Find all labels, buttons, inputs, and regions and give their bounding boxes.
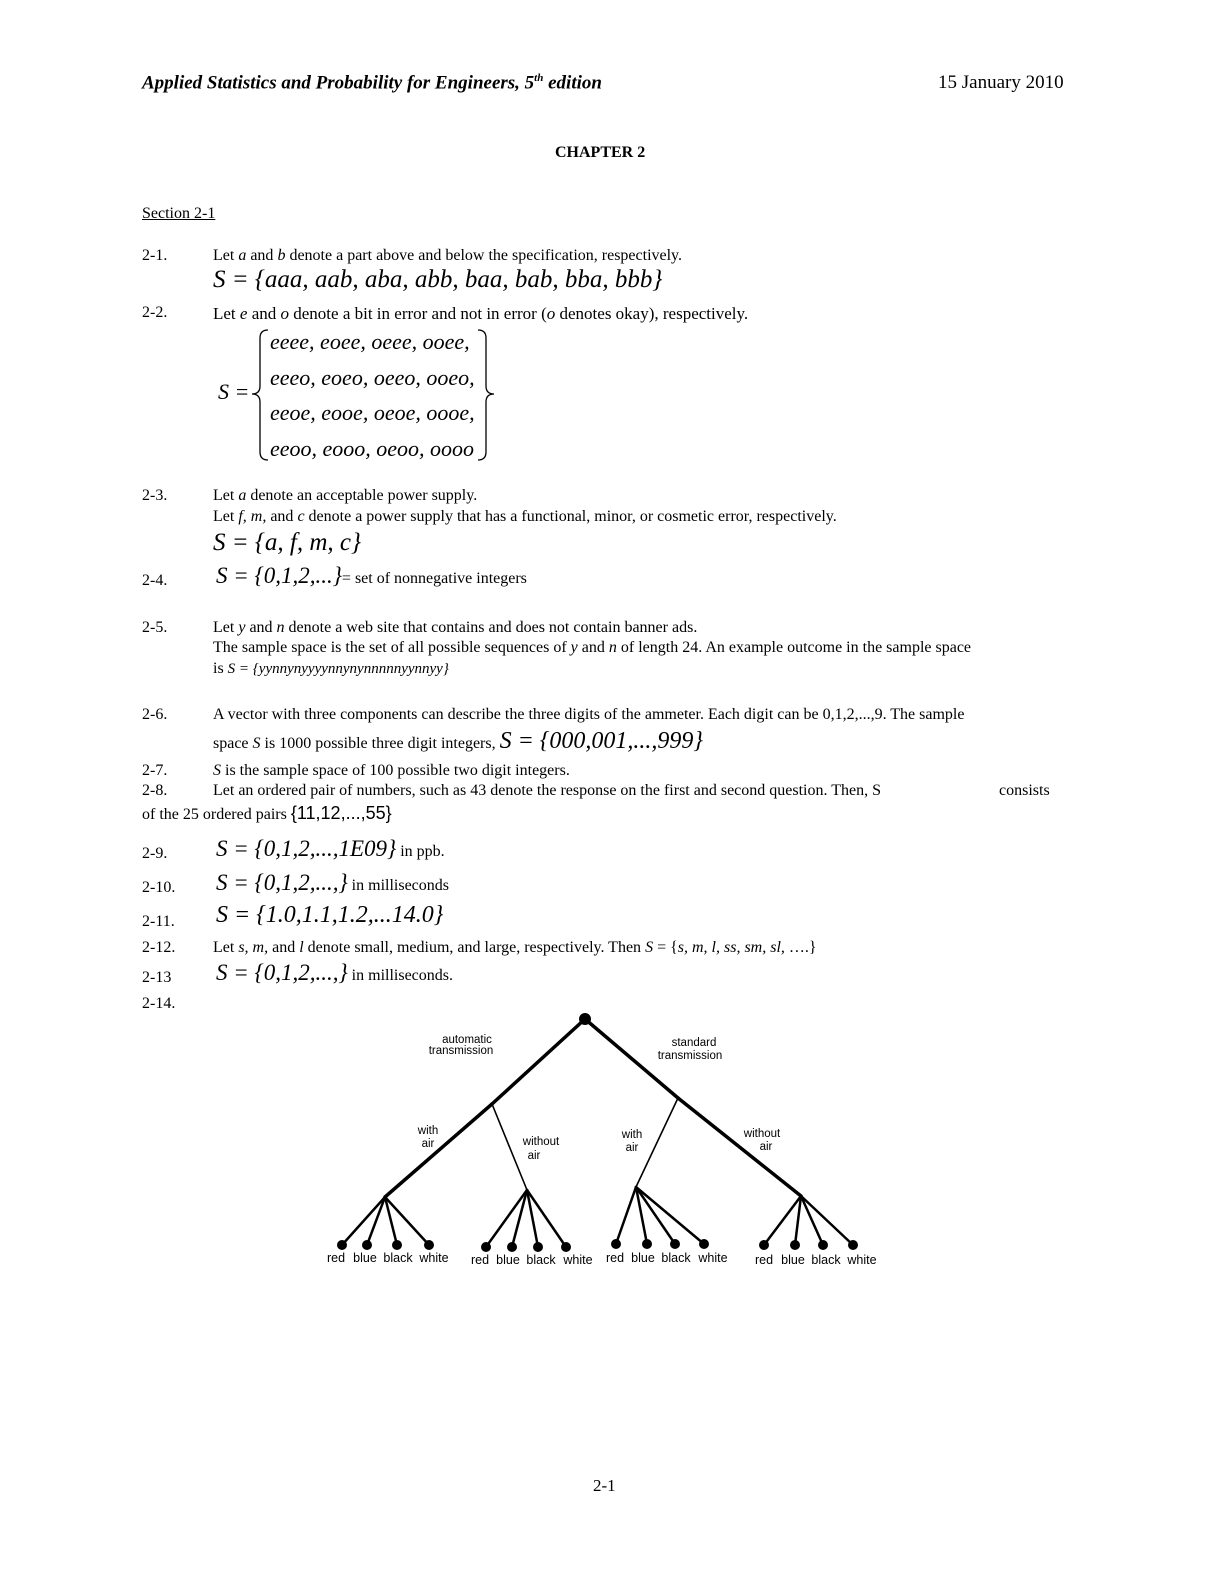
problem-number: 2-7. — [142, 762, 168, 779]
leaf-label: black — [811, 1253, 841, 1267]
leaf-label: red — [605, 1251, 625, 1265]
branch-label: air — [759, 1141, 773, 1153]
problem-number: 2-4. — [142, 572, 168, 589]
leaf-label: black — [383, 1251, 413, 1265]
header-date: 15 January 2010 — [938, 72, 1064, 93]
leaf-label: white — [698, 1251, 728, 1265]
branch-standard-without-air — [678, 1098, 801, 1196]
page-number: 2-1 — [593, 1476, 616, 1495]
problem-text: S is the sample space of 100 possible two digit integers. — [213, 762, 570, 779]
problem-text: The sample space is the set of all possible sequences of y and n of length 24. An example outcome in the sample space — [213, 639, 972, 656]
problem-number: 2-8. — [142, 782, 168, 799]
matrix-lhs: S = — [218, 379, 250, 404]
leaf-label: red — [754, 1253, 774, 1267]
problem-number: 2-11. — [142, 913, 175, 930]
problem-text: of the 25 ordered pairs {11,12,...,55} — [142, 803, 392, 823]
branch-label: automatic — [442, 1034, 492, 1046]
branch-label: standard — [671, 1037, 717, 1049]
branch-automatic — [492, 1019, 585, 1104]
matrix-row: eeee, eoee, oeee, ooee, — [270, 329, 470, 354]
sample-space-equation: S = {aaa, aab, aba, abb, baa, bab, bba, bbb} — [213, 266, 663, 293]
problem-text: S = {0,1,2,...}= set of nonnegative integers — [216, 563, 527, 588]
leaf-label: white — [847, 1253, 877, 1267]
problem-number: 2-3. — [142, 487, 168, 504]
problem-text: S = {0,1,2,...,} in milliseconds — [216, 870, 449, 895]
matrix-row: eeeo, eoeo, oeeo, ooeo, — [270, 365, 475, 390]
problem-text: Let f, m, and c denote a power supply that has a functional, minor, or cosmetic error, respectively. — [213, 508, 837, 525]
sample-space-equation: S = {1.0,1.1,1.2,...14.0} — [216, 902, 444, 928]
leaf-label: red — [326, 1251, 346, 1265]
problem-number: 2-10. — [142, 879, 176, 896]
leaf-label: blue — [631, 1251, 655, 1265]
problem-text: Let y and n denote a web site that contains and does not contain banner ads. — [213, 619, 698, 636]
branch-label: air — [421, 1138, 435, 1150]
chapter-title: CHAPTER 2 — [555, 144, 646, 161]
problem-text: is S = {yynnynyyyynnynynnnnnyynnyy} — [213, 660, 449, 677]
problem-text: space S is 1000 possible three digit integers, S = {000,001,...,999} — [213, 728, 703, 754]
problem-text: Let a and b denote a part above and below the specification, respectively. — [213, 247, 683, 264]
problem-text: Let e and o denote a bit in error and not in error (o denotes okay), respectively. — [213, 304, 749, 323]
problem-number: 2-2. — [142, 304, 168, 321]
branch-automatic-with-air — [385, 1104, 492, 1197]
sample-space-equation: S = {a, f, m, c} — [213, 529, 361, 556]
root-node — [579, 1013, 591, 1025]
problem-number: 2-1. — [142, 247, 168, 264]
matrix-row: eeoo, eooo, oeoo, oooo — [270, 436, 475, 461]
leaf-label: black — [526, 1253, 556, 1267]
problem-text: Let a denote an acceptable power supply. — [213, 487, 478, 504]
leaf-label: red — [470, 1253, 490, 1267]
problem-text: Let s, m, and l denote small, medium, and large, respectively. Then S = {s, m, l, ss, sm, sl, ….} — [213, 939, 817, 956]
branch-label: with — [621, 1129, 643, 1141]
branch-label: air — [527, 1150, 541, 1162]
problem-number: 2-12. — [142, 939, 176, 956]
matrix-row: eeoe, eooe, oeoe, oooe, — [270, 400, 475, 425]
branch-label: air — [625, 1142, 639, 1154]
book-title: Applied Statistics and Probability for Engineers, 5th edition — [142, 72, 602, 94]
problem-number: 2-14. — [142, 995, 176, 1012]
problem-number: 2-13 — [142, 969, 172, 986]
problem-text: Let an ordered pair of numbers, such as 43 denote the response on the first and second question. Then, S — [213, 782, 881, 799]
branch-label: transmission — [428, 1045, 494, 1057]
leaf-label: blue — [781, 1253, 805, 1267]
branch-label: transmission — [657, 1050, 723, 1062]
problem-text: S = {0,1,2,...,} in milliseconds. — [216, 960, 453, 985]
branch-standard-with-air — [636, 1098, 678, 1187]
problem-text: consists — [999, 782, 1050, 799]
problem-text: A vector with three components can describe the three digits of the ammeter. Each digit can be 0,1,2,...,9. The sample — [213, 706, 965, 723]
leaf-label: blue — [353, 1251, 377, 1265]
leaf-label: white — [563, 1253, 593, 1267]
leaf-label: blue — [496, 1253, 520, 1267]
problem-number: 2-5. — [142, 619, 168, 636]
leaf-label: black — [661, 1251, 691, 1265]
branch-label: without — [743, 1128, 781, 1140]
branch-label: without — [522, 1136, 560, 1148]
leaf-label: white — [419, 1251, 449, 1265]
problem-number: 2-6. — [142, 706, 168, 723]
section-heading: Section 2-1 — [142, 205, 216, 222]
branch-label: with — [417, 1125, 439, 1137]
problem-number: 2-9. — [142, 845, 168, 862]
branch-automatic-without-air — [492, 1104, 527, 1190]
problem-text: S = {0,1,2,...,1E09} in ppb. — [216, 836, 445, 861]
